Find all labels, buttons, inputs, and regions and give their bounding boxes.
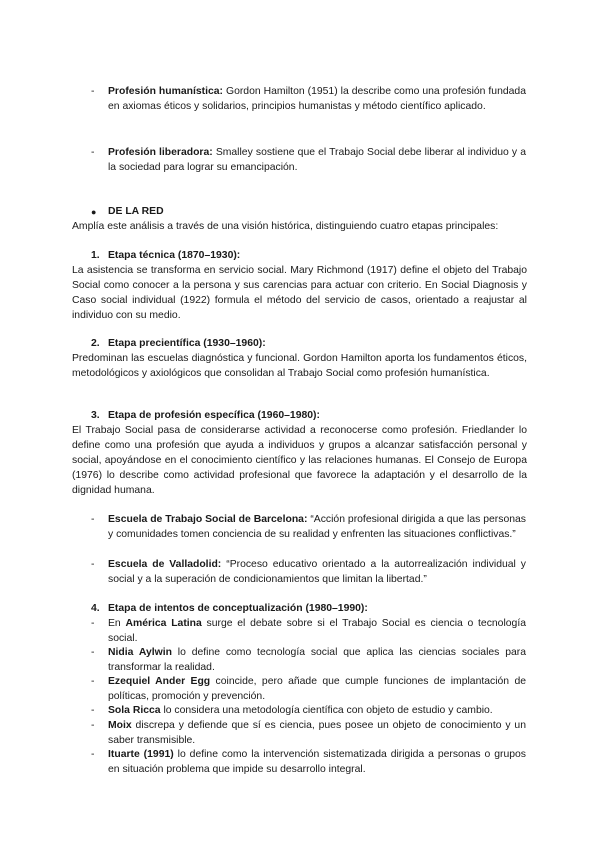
bullet-prefix: En — [108, 618, 126, 629]
bullet-moix — [108, 718, 526, 748]
bullet-term: Moix — [108, 720, 132, 731]
section-heading: DE LA RED — [108, 206, 164, 217]
bullet-profesion-humanistica — [108, 84, 526, 114]
dash-marker: - — [91, 147, 95, 158]
stage-body: La asistencia se transforma en servicio social. Mary Richmond (1917) define el objeto del Trabajo Social como conocer a la persona y sus carencias para actuar con criterio. En Social Diagnosis y Caso social individual (1922) formula el método del servicio de casos, orientado a reajustar al individuo con su medio. — [72, 265, 527, 321]
bullet-text: discrepa y defiende que sí es ciencia, pues posee un objeto de conocimiento y un saber transmisible. — [108, 720, 526, 746]
stage-title: Etapa de profesión específica (1960–1980): — [108, 410, 320, 421]
bullet-america-latina — [108, 616, 526, 646]
dash-marker: - — [91, 749, 95, 760]
stage-number: 3. — [91, 410, 100, 421]
section-bullet-icon: ● — [91, 207, 97, 217]
bullet-term: Sola Ricca — [108, 705, 161, 716]
bullet-text: lo define como la intervención sistematizada dirigida a personas o grupos en situación problema que impide su desarrollo integral. — [108, 749, 526, 775]
bullet-text: lo considera una metodología científica con objeto de estudio y cambio. — [160, 705, 493, 716]
dash-marker: - — [91, 559, 95, 570]
bullet-term: Ituarte (1991) — [108, 749, 174, 760]
bullet-text: “Proceso educativo orientado a la autorrealización individual y social y a la superación de condicionamientos que limitan la libertad.” — [108, 559, 526, 585]
bullet-term: Profesión humanística: — [108, 86, 223, 97]
bullet-term: Nidia Aylwin — [108, 647, 172, 658]
stage-body: El Trabajo Social pasa de considerarse actividad a reconocerse como profesión. Friedlander lo define como una profesión que ayuda a individuos y grupos a alcanzar satisfacción personal y social, apoyándose en el conocimiento científico y las relaciones humanas. El Consejo de Europa (1976) lo describe como actividad profesional que favorece la adaptación y el desarrollo de la dignidad humana. — [72, 425, 527, 496]
bullet-nidia-aylwin — [108, 645, 526, 675]
bullet-escuela-valladolid — [108, 557, 526, 587]
dash-marker: - — [91, 647, 95, 658]
dash-marker: - — [91, 720, 95, 731]
dash-marker: - — [91, 705, 95, 716]
stage-number: 4. — [91, 603, 100, 614]
bullet-profesion-liberadora — [108, 145, 526, 175]
stage-number: 2. — [91, 338, 100, 349]
bullet-term: Profesión liberadora: — [108, 147, 213, 158]
bullet-ituarte — [108, 747, 526, 777]
dash-marker: - — [91, 514, 95, 525]
bullet-term: Ezequiel Ander Egg — [108, 676, 211, 687]
bullet-term: Escuela de Valladolid: — [108, 559, 222, 570]
bullet-ander-egg — [108, 674, 526, 704]
bullet-text: coincide, pero añade que cumple funciones de implantación de políticas, promoción y prevención. — [108, 676, 527, 702]
bullet-text: Gordon Hamilton (1951) la describe como una profesión fundada en axiomas éticos y solidarios, principios humanistas y método científico aplicado. — [108, 86, 526, 112]
section-intro: Amplía este análisis a través de una visión histórica, distinguiendo cuatro etapas principales: — [72, 221, 499, 232]
dash-marker: - — [91, 618, 95, 629]
stage-body: Predominan las escuelas diagnóstica y funcional. Gordon Hamilton aporta los fundamentos éticos, metodológicos y axiológicos que consolidan al Trabajo Social como profesión humanística. — [72, 353, 527, 379]
bullet-text: lo define como tecnología social que aplica las ciencias sociales para transformar la realidad. — [108, 647, 526, 673]
stage-title: Etapa precientífica (1930–1960): — [108, 338, 266, 349]
stage-title: Etapa técnica (1870–1930): — [108, 250, 241, 261]
bullet-sola-ricca — [108, 703, 526, 718]
bullet-text: “Acción profesional dirigida a que las personas y comunidades tomen conciencia de su realidad y enfrenten las situaciones conflictivas.” — [108, 514, 526, 540]
bullet-escuela-barcelona — [108, 512, 526, 542]
bullet-term: Escuela de Trabajo Social de Barcelona: — [108, 514, 308, 525]
stage-number: 1. — [91, 250, 100, 261]
bullet-term: América Latina — [125, 618, 202, 629]
dash-marker: - — [91, 676, 95, 687]
bullet-text: surge el debate sobre si el Trabajo Social es ciencia o tecnología social. — [108, 618, 526, 644]
dash-marker: - — [91, 86, 95, 97]
bullet-text: Smalley sostiene que el Trabajo Social debe liberar al individuo y a la sociedad para lograr su emancipación. — [108, 147, 526, 173]
stage-title: Etapa de intentos de conceptualización (1980–1990): — [108, 603, 368, 614]
